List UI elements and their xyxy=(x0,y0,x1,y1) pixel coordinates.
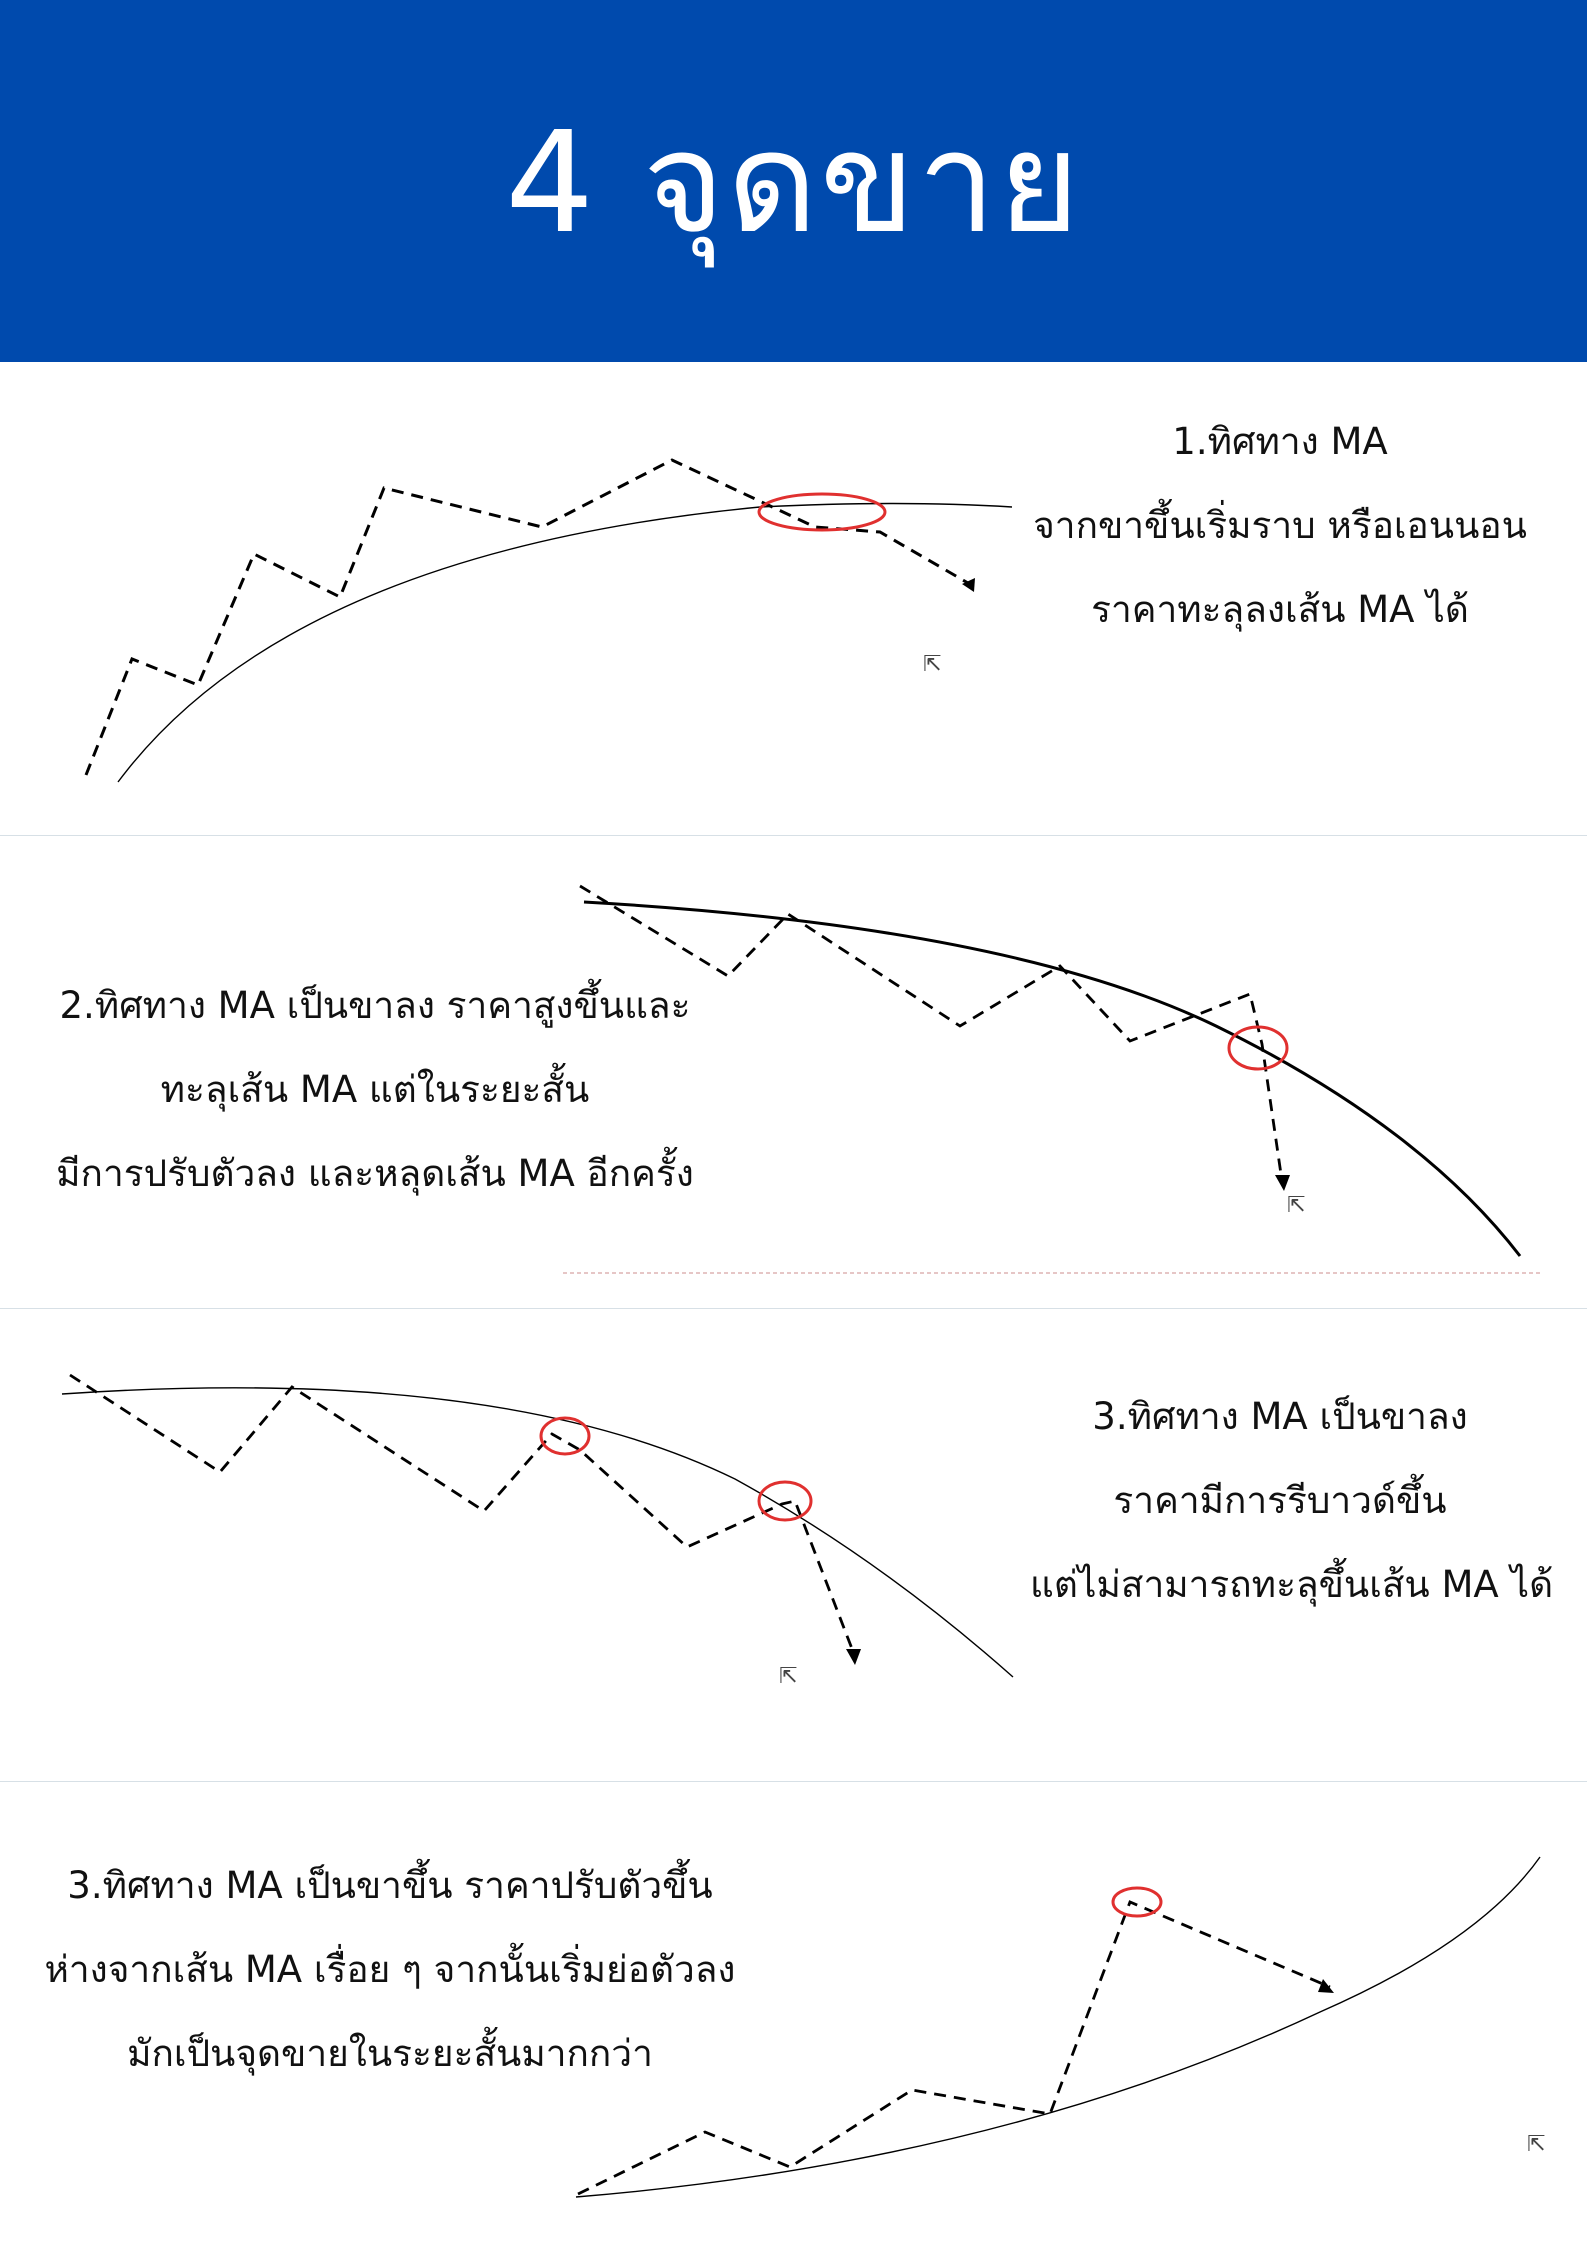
arrow-head-icon xyxy=(846,1649,861,1665)
price-line xyxy=(86,460,968,775)
highlight-circle xyxy=(759,494,885,530)
caption-line: 3.ทิศทาง MA เป็นขาลง xyxy=(1092,1395,1468,1438)
caption-line: จากขาขึ้นเริ่มราบ หรือเอนนอน xyxy=(1033,504,1527,547)
panel-1 xyxy=(0,362,1587,835)
panel-3 xyxy=(0,1309,1587,1781)
caption-1 xyxy=(1010,400,1550,652)
caption-4 xyxy=(40,1844,740,2096)
caption-line: 1.ทิศทาง MA xyxy=(1172,420,1388,463)
price-line xyxy=(70,1375,854,1654)
caption-line: แต่ไม่สามารถทะลุขึ้นเส้น MA ได้ xyxy=(1030,1563,1554,1606)
highlight-circle xyxy=(541,1418,589,1454)
page-title: 4 จุดขาย xyxy=(505,101,1082,265)
panel-4 xyxy=(0,1782,1587,2245)
highlight-circle xyxy=(759,1482,811,1520)
caption-3 xyxy=(1030,1375,1554,1627)
caption-line: ห่างจากเส้น MA เรื่อย ๆ จากนั้นเริ่มย่อตัวลง xyxy=(44,1948,736,1991)
cursor-icon: ⇱ xyxy=(923,652,942,677)
panel-2 xyxy=(0,836,1587,1308)
caption-2 xyxy=(40,964,710,1216)
ma-line xyxy=(62,1388,1013,1677)
arrow-head-icon xyxy=(1275,1175,1290,1191)
arrow-head-icon xyxy=(1318,1979,1334,1993)
highlight-circle xyxy=(1113,1888,1161,1916)
caption-line: ราคามีการรีบาวด์ขึ้น xyxy=(1113,1479,1447,1522)
caption-line: ทะลุเส้น MA แต่ในระยะสั้น xyxy=(160,1068,590,1111)
caption-line: 2.ทิศทาง MA เป็นขาลง ราคาสูงขึ้นและ xyxy=(59,984,691,1027)
caption-line: 3.ทิศทาง MA เป็นขาขึ้น ราคาปรับตัวขึ้น xyxy=(67,1864,713,1907)
cursor-icon: ⇱ xyxy=(1527,2132,1546,2157)
cursor-icon: ⇱ xyxy=(779,1664,798,1689)
caption-line: มักเป็นจุดขายในระยะสั้นมากกว่า xyxy=(127,2032,653,2075)
header-banner xyxy=(0,0,1587,362)
caption-line: มีการปรับตัวลง และหลุดเส้น MA อีกครั้ง xyxy=(56,1152,694,1195)
ma-line xyxy=(584,902,1520,1256)
caption-line: ราคาทะลุลงเส้น MA ได้ xyxy=(1091,588,1469,631)
ma-line xyxy=(118,504,1012,783)
cursor-icon: ⇱ xyxy=(1287,1193,1306,1218)
